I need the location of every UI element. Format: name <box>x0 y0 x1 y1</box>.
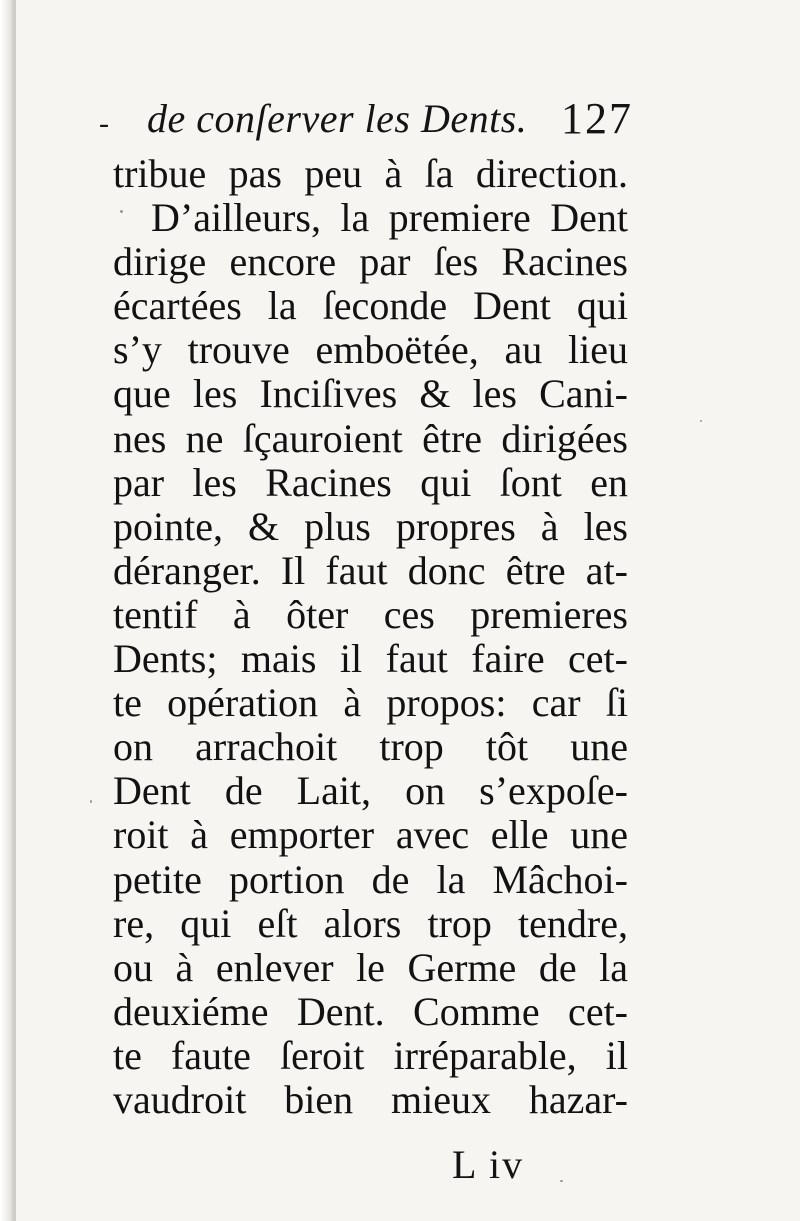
text-line: te opération à propos: car ſi <box>113 681 628 726</box>
text-line: on arrachoit trop tôt une <box>113 725 628 770</box>
text-line: nes ne ſçauroient être dirigées <box>113 416 628 461</box>
paper-speck <box>560 1180 563 1182</box>
text-line: D’ailleurs, la premiere Dent <box>151 196 628 241</box>
running-title: de conſerver les Dents. <box>147 96 528 141</box>
text-line: ou à enlever le Germe de la <box>113 945 628 990</box>
paper-speck <box>90 800 92 803</box>
text-line: pointe, & plus propres à les <box>113 504 628 549</box>
text-line: deuxiéme Dent. Comme cet- <box>113 989 628 1034</box>
text-line: te faute ſeroit irréparable, il <box>113 1033 628 1078</box>
text-line: tentif à ôter ces premieres <box>113 592 628 637</box>
text-line: dirige encore par ſes Racines <box>113 240 628 285</box>
paper-speck <box>700 420 702 422</box>
page-header <box>95 93 635 149</box>
text-line: s’y trouve emboëtée, au lieu <box>113 328 628 373</box>
text-line: par les Racines qui ſont en <box>113 460 628 505</box>
text-line: vaudroit bien mieux hazar- <box>113 1077 628 1122</box>
text-line: que les Inciſives & les Cani- <box>113 372 628 417</box>
body-text <box>113 152 628 1122</box>
header-dash: - <box>99 107 109 140</box>
text-line: roit à emporter avec elle une <box>113 813 628 858</box>
text-line: tribue pas peu à ſa direction. <box>113 152 628 196</box>
signature-mark: L iv <box>452 1142 525 1187</box>
page-number: 127 <box>561 94 633 143</box>
paper-speck <box>120 210 123 213</box>
text-line: petite portion de la Mâchoi- <box>113 857 628 902</box>
page-gutter <box>0 0 14 1221</box>
text-line: Dent de Lait, on s’expoſe- <box>113 769 628 814</box>
text-line: déranger. Il faut donc être at- <box>113 548 628 593</box>
text-line: Dents; mais il faut faire cet- <box>113 637 628 682</box>
text-line: écartées la ſeconde Dent qui <box>113 284 628 329</box>
text-line: re, qui eſt alors trop tendre, <box>113 901 628 946</box>
